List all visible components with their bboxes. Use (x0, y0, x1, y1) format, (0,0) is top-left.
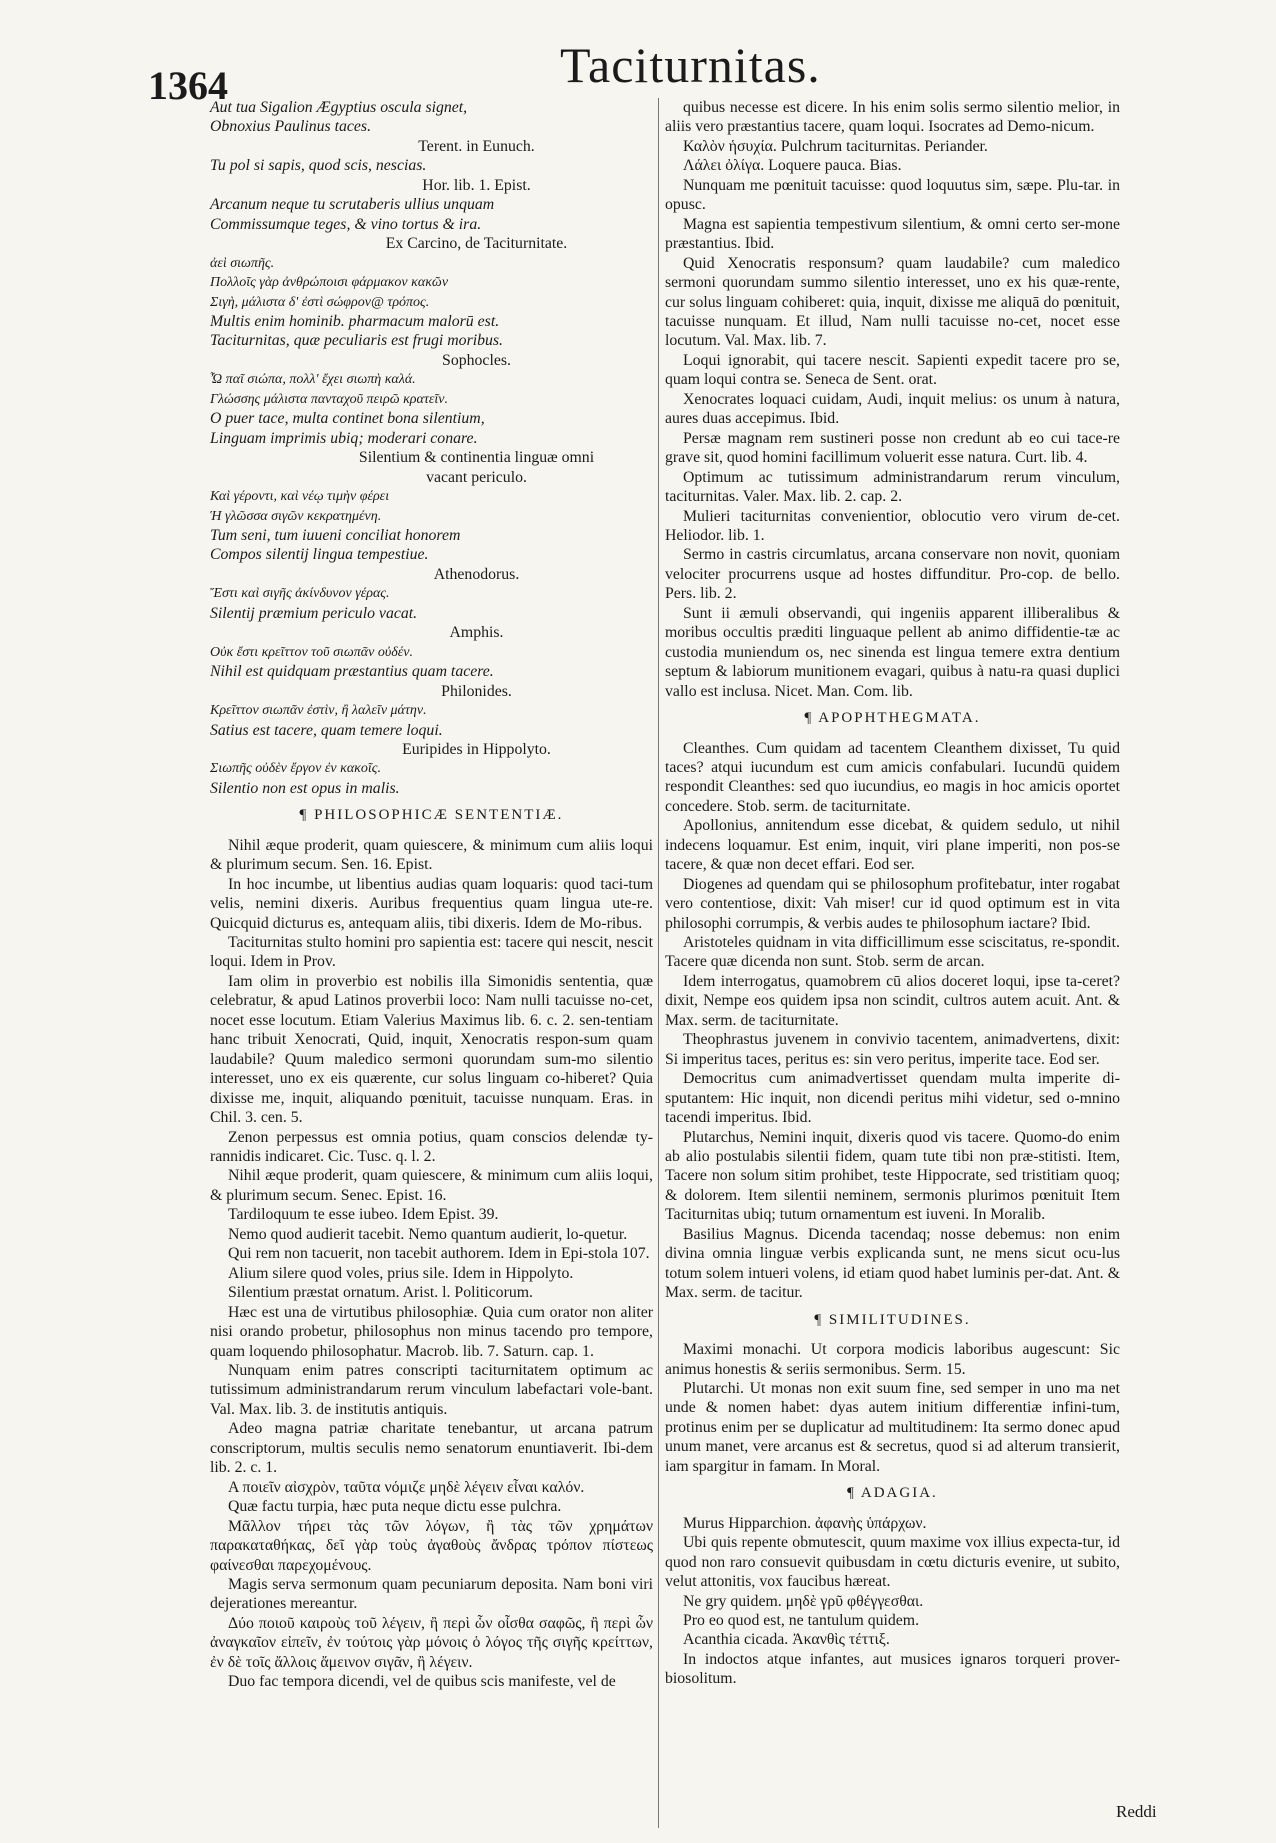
sentence-paragraph: Magis serva sermonum quam pecuniarum deposita. Nam boni viri dejerationes mereantur. (210, 1575, 653, 1613)
verse-line: Καὶ γέροντι, καὶ νέῳ τιμὴν φέρει (210, 489, 390, 505)
verse-line: Aut tua Sigalion Ægyptius oscula signet, (210, 99, 468, 116)
sentence-paragraph: Δύο ποιοῦ καιροὺς τοῦ λέγειν, ἢ περὶ ὧν οἶσθα σαφῶς, ἢ περὶ ὧν ἀναγκαῖον εἰπεῖν, ἐν τούτοις γὰρ μόνοις ὁ λόγος τῆς σιγῆς κρείττων, ἐν δὲ τοῖς ἄλλοις ἄμεινον σιγᾶν, ἢ λέγειν. (210, 1614, 653, 1671)
sentence-paragraph: Alium silere quod voles, prius sile. Idem in Hippolyto. (228, 1264, 574, 1282)
catchword: Reddi (1116, 1802, 1157, 1821)
sentence-paragraph: Optimum ac tutissimum administrandarum rerum vinculum, taciturnitas. Valer. Max. lib. 2. cap. 2. (665, 468, 1120, 506)
sentence-paragraph: Nemo quod audierit tacebit. Nemo quantum audierit, lo-quetur. (228, 1225, 628, 1243)
sentence-paragraph: Taciturnitas stulto homini pro sapientia est: tacere qui nescit, nescit loqui. Idem in Prov. (210, 934, 653, 971)
verse-line: Arcanum neque tu scrutaberis ullius unquam (210, 196, 495, 214)
verse-line: Οὐκ ἔστι κρεῖττον τοῦ σιωπᾶν οὐδέν. (210, 644, 414, 660)
sentence-paragraph: Magna est sapientia tempestivum silentium, & omni certo ser-mone præstantius. Ibid. (665, 215, 1120, 253)
adage-paragraph: Ne gry quidem. μηδὲ γρῦ φθέγγεσθαι. (683, 1592, 924, 1610)
verse-line: Linguam imprimis ubiq; moderari conare. (210, 429, 478, 447)
verse-line: Γλώσσης μάλιστα πανταχοῦ πειρῶ κρατεῖν. (210, 391, 448, 407)
sentence-paragraph: Μᾶλλον τήρει τὰς τῶν λόγων, ἢ τὰς τῶν χρημάτων παρακαταθήκας, δεῖ γὰρ τοὺς ἀγαθοὺς ἄνδρας τρόπον πίστεως φαίνεσθαι παρεχομένους. (210, 1517, 653, 1574)
sentence-paragraph: Qui rem non tacuerit, non tacebit authorem. Idem in Epi-stola 107. (228, 1245, 650, 1263)
section-heading-philosophicae: ¶ PHILOSOPHICÆ SENTENTIÆ. (299, 807, 564, 824)
column-divider (658, 98, 659, 1828)
poetry-block (210, 98, 653, 798)
similitudines-block (665, 1340, 1120, 1476)
sentence-paragraph: Λάλει ὀλίγα. Loquere pauca. Bias. (683, 157, 902, 175)
verse-line: Amphis. (449, 624, 504, 642)
sentence-paragraph: In hoc incumbe, ut libentius audias quam loquaris: quod taci-tum velis, nemini dixeris. Auribus frequentius quam lingua ute-re. Quicquid dicturus es, antequam aliis, tibi dixeris. Idem de Mo-ribus. (210, 875, 653, 932)
sentence-paragraph: Iam olim in proverbio est nobilis illa Simonidis sententia, quæ celebratur, & apud Latinos proverbii loco: Nam nulli tacuisse no-cet, nocet esse locutum. Etiam Valerius Maximus lib. 6. c. 2. sen-tentiam hanc tribuit Xenocrati, Quid, inquit, Xenocratis respon-sum quam laudabile? Quum maledico sermoni quorundam sum-mo silentio interesset, uno ex eis quærente, cur solus linguam co-hiberet? Quia dixisse me, inquit, aliquando pœnituit, tacuisse nunquam. Eras. in Chil. 3. cen. 5. (210, 972, 653, 1127)
adage-paragraph: Acanthia cicada. Ἀκανθὶς τέττιξ. (683, 1631, 890, 1649)
sentence-paragraph: Sermo in castris circumlatus, arcana conservare non novit, quoniam velociter procurrens usque ad hostes diffunditur. Pro-cop. de bello. Pers. lib. 2. (665, 546, 1120, 603)
verse-line: Obnoxius Paulinus taces. (210, 118, 372, 136)
verse-line: Commissumque teges, & vino tortus & ira. (210, 215, 482, 233)
verse-line: Multis enim hominib. pharmacum malorū est. (210, 312, 500, 330)
sentence-paragraph: Xenocrates loquaci cuidam, Audi, inquit melius: os unum à natura, aures duas accepimus. Ibid. (665, 390, 1120, 428)
verse-line: Compos silentij lingua tempestiue. (210, 546, 429, 564)
verse-line: Tu pol si sapis, quod scis, nescias. (210, 157, 427, 175)
adagia-block (665, 1514, 1120, 1689)
verse-line: Philonides. (441, 682, 512, 700)
verse-line: Σιωπῆς οὐδὲν ἔργον ἐν κακοῖς. (210, 761, 381, 777)
sentences-block (210, 836, 653, 1692)
adage-paragraph: Murus Hipparchion. ἀφανὴς ὑπάρχων. (683, 1514, 927, 1532)
sentence-paragraph: quibus necesse est dicere. In his enim solis sermo silentio melior, in aliis vero præstantius tacere, quam loqui. Isocrates ad Demo-nicum. (665, 99, 1120, 136)
verse-line: Euripides in Hippolyto. (402, 740, 551, 758)
verse-line: Πολλοῖς γὰρ ἀνθρώποισι φάρμακον κακῶν (210, 275, 449, 291)
verse-line: Silentium & continentia linguæ omni (358, 449, 595, 467)
apophthegmata-block (665, 739, 1120, 1303)
verse-line: ἀεὶ σιωπῆς. (210, 255, 275, 271)
page-number: 1364 (148, 63, 228, 108)
apophthegm-paragraph: Cleanthes. Cum quidam ad tacentem Cleanthem dixisset, Tu quid taces? atqui iucundum est cum amicis confabulari. Iucundū quidem respondit Cleanthes: sed quo iucundius, eo magis in hoc amicis oportet concedere. Stob. serm. de taciturnitate. (665, 739, 1120, 815)
verse-line: Satius est tacere, quam temere loqui. (210, 721, 443, 739)
verse-line: Hor. lib. 1. Epist. (422, 176, 531, 194)
sentence-paragraph: Tardiloquum te esse iubeo. Idem Epist. 39. (228, 1206, 499, 1224)
verse-line: Ex Carcino, de Taciturnitate. (385, 235, 568, 253)
sentence-paragraph: Quæ factu turpia, hæc puta neque dictu esse pulchra. (228, 1498, 562, 1516)
similitude-paragraph: Plutarchi. Ut monas non exit suum fine, sed semper in uno ma net unde & nomen habet: dyas autem initium differentiæ infini-tum, protinus enim per se duplicatur ad multitudinem: Ita sermo donec apud unum manet, vere arcanus est & secretus, quod si ad alterum transierit, iam spargitur in famam. In Moral. (665, 1380, 1120, 1475)
similitude-paragraph: Maximi monachi. Ut corpora modicis laboribus augescunt: Sic animus honestis & seriis sermonibus. Serm. 15. (665, 1341, 1120, 1378)
sentence-paragraph: Loqui ignorabit, qui tacere nescit. Sapienti expedit tacere pro se, quam loqui contra se. Seneca de Sent. orat. (665, 351, 1120, 389)
left-column (210, 98, 653, 1692)
verse-line: Ἔστι καὶ σιγῆς ἀκίνδυνον γέρας. (210, 586, 390, 602)
verse-line: Silentio non est opus in malis. (210, 779, 400, 797)
verse-line: O puer tace, multa continet bona silentium, (210, 410, 485, 428)
verse-line: Tum seni, tum iuueni conciliat honorem (210, 526, 461, 544)
sentence-paragraph: Quid Xenocratis responsum? quam laudabile? cum maledico sermoni quorundam summo silentio interesset, uno ex his quæ-rente, cur solus linguam cohiberet: quia, inquit, dixisse me aliquā do pœnituit, tacuisse nunquam. Et illud, Nam nulli tacuisse no-cet, nocet esse locutum. Val. Max. lib. 7. (665, 254, 1120, 350)
apophthegm-paragraph: Aristoteles quidnam in vita difficillimum esse sciscitatus, re-spondit. Tacere quæ dicenda non sunt. Stob. serm de arcan. (665, 934, 1120, 971)
section-heading-apophthegmata: ¶ APOPHTHEGMATA. (804, 710, 981, 727)
adage-paragraph: Ubi quis repente obmutescit, quum maxime vox illius expecta-tur, id quod non raro consuevit quibusdam in cœtu dicturis evenire, ut subito, velut attonitis, vox faucibus hæreat. (665, 1534, 1120, 1591)
verse-line: vacant periculo. (426, 468, 527, 486)
verse-line: Athenodorus. (433, 565, 520, 583)
sentence-paragraph: Duo fac tempora dicendi, vel de quibus scis manifeste, vel de (228, 1673, 616, 1691)
sentence-paragraph: Nihil æque proderit, quam quiescere, & minimum cum aliis loqui, & plurimum secum. Senec. Epist. 16. (210, 1167, 653, 1204)
sentence-paragraph: Καλὸν ἡσυχία. Pulchrum taciturnitas. Periander. (683, 137, 988, 155)
apophthegm-paragraph: Plutarchus, Nemini inquit, dixeris quod vis tacere. Quomo-do enim ab alio postulabis silentii fidem, quam tute tibi non præ-stitisti. Item, Tacere non solum sitim prohibet, teste Hippocrate, sed tristitiam quoq; & dolorem. Item silentii neminem, sermonis plurimos pœnituit Item Taciturnitas ubiq; tutum ornamentum est iuveni. In Moralib. (665, 1128, 1120, 1224)
verse-line: Silentij præmium periculo vacat. (210, 604, 418, 622)
section-heading-similitudines: ¶ SIMILITUDINES. (814, 1311, 971, 1328)
verse-line: Κρεῖττον σιωπᾶν ἐστὶν, ἢ λαλεῖν μάτην. (210, 703, 427, 719)
sentence-paragraph: Nunquam me pœnituit tacuisse: quod loquutus sim, sæpe. Plu-tar. in opusc. (665, 176, 1120, 214)
sentence-paragraph: Hæc est una de virtutibus philosophiæ. Quia cum orator non aliter nisi orando probetur, philosophus non minus tacendo pro tempore, quam loquendo philosophatur. Macrob. lib. 7. Saturn. cap. 1. (210, 1303, 653, 1360)
apophthegm-paragraph: Diogenes ad quendam qui se philosophum profitebatur, inter rogabat vero contentiose, dixit: Vah miser! cur id quod optimum est in vita philosophi corrumpis, & verbis audes te philosophum iactare? Ibid. (665, 875, 1120, 932)
sentence-paragraph: Nunquam enim patres conscripti taciturnitatem optimum ac tutissimum administrandarum rerum vinculum labefactari vole-bant. Val. Max. lib. 3. de institutis antiquis. (210, 1362, 653, 1418)
apophthegm-paragraph: Theophrastus juvenem in convivio tacentem, animadvertens, dixit: Si imperitus taces, peritus es: sin vero peritus, imperite tace. Eod ser. (665, 1031, 1120, 1068)
verse-line: Ἡ γλῶσσα σιγῶν κεκρατημένη. (210, 508, 382, 524)
sentence-paragraph: Silentium præstat ornatum. Arist. l. Politicorum. (228, 1284, 533, 1302)
verse-line: Terent. in Eunuch. (418, 137, 535, 155)
apophthegm-paragraph: Democritus cum animadvertisset quendam multa imperite di-sputantem: Hic inquit, non dicendi peritus mihi videtur, sed o-mnino tacendi imperitus. Ibid. (665, 1070, 1120, 1127)
verse-line: Ὦ παῖ σιώπα, πολλ' ἔχει σιωπὴ καλά. (210, 372, 416, 388)
adage-paragraph: In indoctos atque infantes, aut musices ignaros torqueri prover-biosolitum. (665, 1650, 1120, 1688)
apophthegm-paragraph: Basilius Magnus. Dicenda tacendaq; nosse debemus: non enim divina omnia linguæ verbis explicanda sunt, ne mens sicut ocu-lus totum solem intueri volens, id etiam quod habet luminis per-dat. Ant. & Max. serm. de tacitur. (665, 1225, 1120, 1302)
sentence-paragraph: Mulieri taciturnitas convenientior, oblocutio vero virum de-cet. Heliodor. lib. 1. (665, 507, 1120, 544)
running-head: Taciturnitas. (560, 37, 821, 93)
sentence-paragraph: Nihil æque proderit, quam quiescere, & minimum cum aliis loqui & plurimum secum. Sen. 16. Epist. (210, 836, 653, 874)
sentence-paragraph: Adeo magna patriæ charitate tenebantur, ut arcana patrum conscriptorum, multis seculis nemo senatorum enuntiaverit. Ibi-dem lib. 2. c. 1. (210, 1420, 653, 1477)
sentence-paragraph: Α ποιεῖν αἰσχρὸν, ταῦτα νόμιζε μηδὲ λέγειν εἶναι καλόν. (228, 1478, 585, 1496)
sentence-paragraph: Sunt ii æmuli observandi, qui ingeniis apparent illiberalibus & moribus occultis præditi linguaque pellent ab animo diffidentie-tæ ac custodia muniendum os, nec sinenda est lingua temere extra dentium septum & labiorum munitionem evagari, quibus à natu-ra quasi duplici vallo est inclusa. Nicet. Man. Com. lib. (665, 604, 1120, 700)
verse-line: Sophocles. (442, 351, 511, 369)
apophthegm-paragraph: Apollonius, annitendum esse dicebat, & quidem sedulo, ut nihil indecens loquamur. Est enim, inquit, viri plane imperiti, non pos-se tacere, & quæ non decet effari. Eod ser. (665, 817, 1120, 874)
sentence-paragraph: Persæ magnam rem sustineri posse non credunt ab eo cui tace-re grave sit, quod homini facillimum voluerit esse natura. Curt. lib. 4. (665, 429, 1120, 467)
sentence-paragraph: Zenon perpessus est omnia potius, quam conscios delendæ ty-rannidis indicaret. Cic. Tusc. q. l. 2. (210, 1128, 653, 1166)
adage-paragraph: Pro eo quod est, ne tantulum quidem. (683, 1611, 920, 1629)
section-heading-adagia: ¶ ADAGIA. (847, 1485, 938, 1502)
verse-line: Taciturnitas, quæ peculiaris est frugi moribus. (210, 332, 504, 350)
continued-sentences (665, 98, 1120, 701)
apophthegm-paragraph: Idem interrogatus, quamobrem cū alios doceret loqui, ipse ta-ceret? dixit, Nempe eos quidem ipsa non scindit, cultros autem acuit. Ant. & Max. serm. de taciturnitate. (665, 972, 1120, 1029)
right-column (665, 98, 1120, 1689)
verse-line: Nihil est quidquam præstantius quam tacere. (210, 663, 494, 681)
verse-line: Σιγὴ, μάλιστα δ' ἐστὶ σώφρον@ τρόπος. (210, 294, 430, 310)
